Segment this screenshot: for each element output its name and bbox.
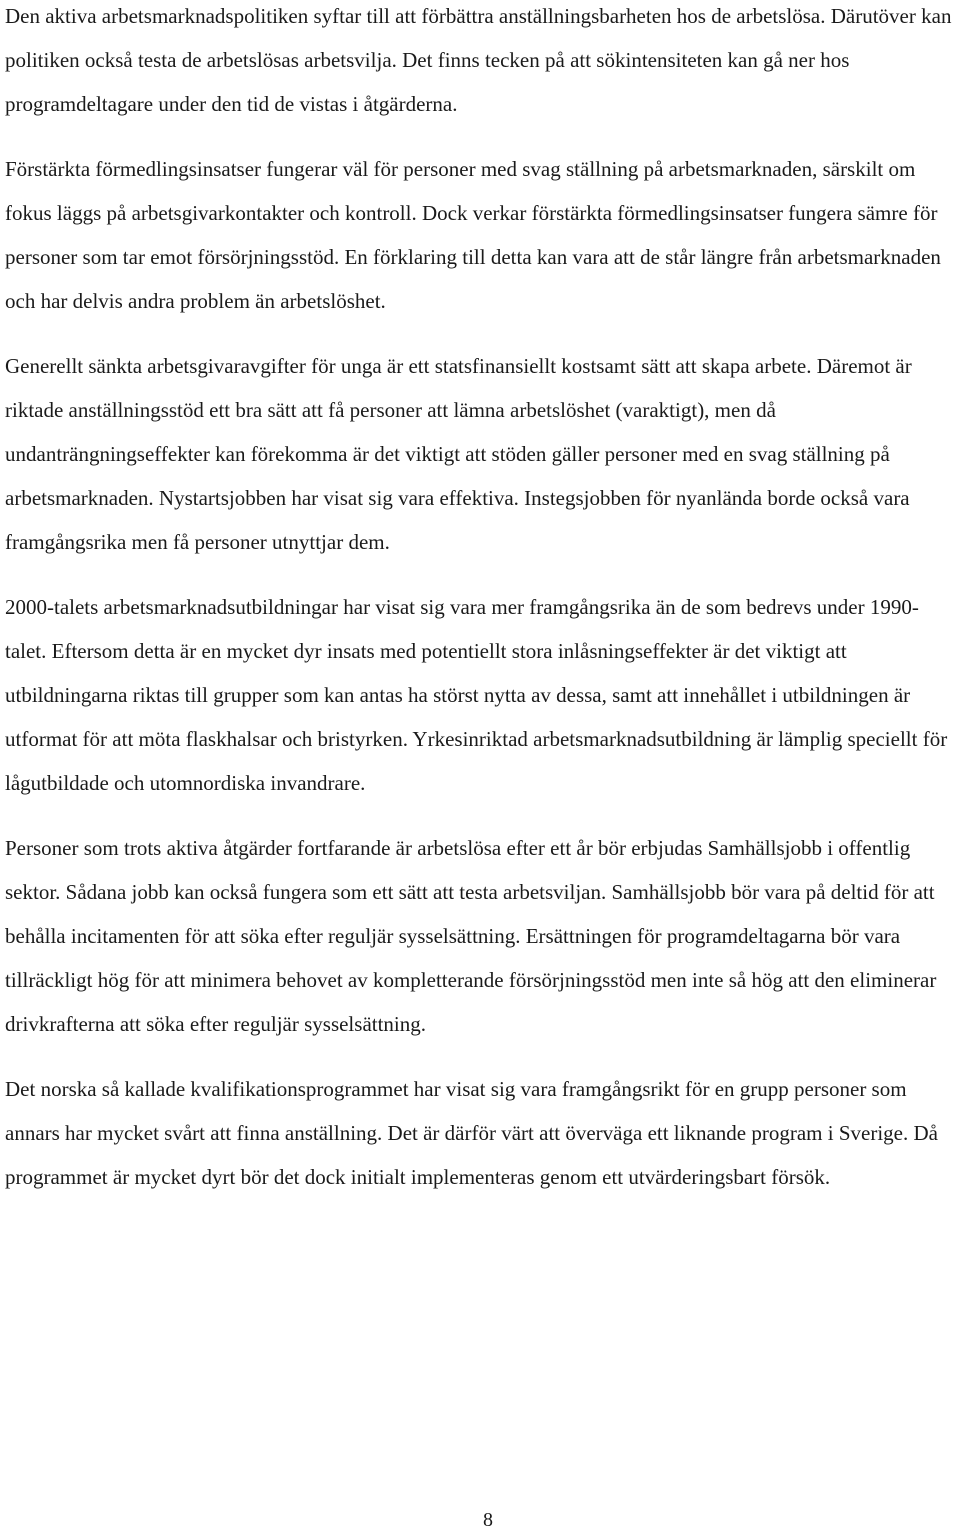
paragraph-arbetsmarknadsutbildningar: 2000-talets arbetsmarknadsutbildningar har visat sig vara mer framgångsrika än de som bedrevs under 1990-talet. Eftersom detta är en mycket dyr insats med potentiellt stora inlåsningseffekter är det viktigt att utbildningarna riktas till grupper som kan antas ha störst nytta av dessa, samt att innehållet i utbildningen är utformat för att möta flaskhalsar och bristyrken. Yrkesinriktad arbetsmarknadsutbildning är lämplig speciellt för lågutbildade och utomnordiska invandrare. <box>5 595 948 795</box>
paragraph-kvalifikationsprogrammet: Det norska så kallade kvalifikationsprogrammet har visat sig vara framgångsrikt för en grupp personer som annars har mycket svårt att finna anställning. Det är därför värt att överväga ett liknande program i Sverige. Då programmet är mycket dyrt bör det dock initialt implementeras genom ett utvärderingsbart försök. <box>5 1077 938 1189</box>
paragraph-formedlingsinsatser: Förstärkta förmedlingsinsatser fungerar väl för personer med svag ställning på arbetsmarknaden, särskilt om fokus läggs på arbetsgivarkontakter och kontroll. Dock verkar förstärkta förmedlingsinsatser fungera sämre för personer som tar emot försörjningsstöd. En förklaring till detta kan vara att de står längre från arbetsmarknaden och har delvis andra problem än arbetslöshet. <box>5 157 941 313</box>
paragraph-arbetsgivaravgifter: Generellt sänkta arbetsgivaravgifter för unga är ett statsfinansiellt kostsamt sätt att skapa arbete. Däremot är riktade anställningsstöd ett bra sätt att få personer att lämna arbetslöshet (varaktigt), men då undanträngningseffekter kan förekomma är det viktigt att stöden gäller personer med en svag ställning på arbetsmarknaden. Nystartsjobben har visat sig vara effektiva. Instegsjobben för nyanlända borde också vara framgångsrika men få personer utnyttjar dem. <box>5 354 912 554</box>
page-number: 8 <box>483 1509 493 1531</box>
document-page <box>5 0 955 1199</box>
paragraph-intro: Den aktiva arbetsmarknadspolitiken syftar till att förbättra anställningsbarheten hos de arbetslösa. Därutöver kan politiken också testa de arbetslösas arbetsvilja. Det finns tecken på att sökintensiteten kan gå ner hos programdeltagare under den tid de vistas i åtgärderna. <box>5 4 952 116</box>
paragraph-samhallsjobb: Personer som trots aktiva åtgärder fortfarande är arbetslösa efter ett år bör erbjudas Samhällsjobb i offentlig sektor. Sådana jobb kan också fungera som ett sätt att testa arbetsviljan. Samhällsjobb bör vara på deltid för att behålla incitamenten för att söka efter reguljär sysselsättning. Ersättningen för programdeltagarna bör vara tillräckligt hög för att minimera behovet av kompletterande försörjningsstöd men inte så hög att den eliminerar drivkrafterna att söka efter reguljär sysselsättning. <box>5 836 937 1036</box>
